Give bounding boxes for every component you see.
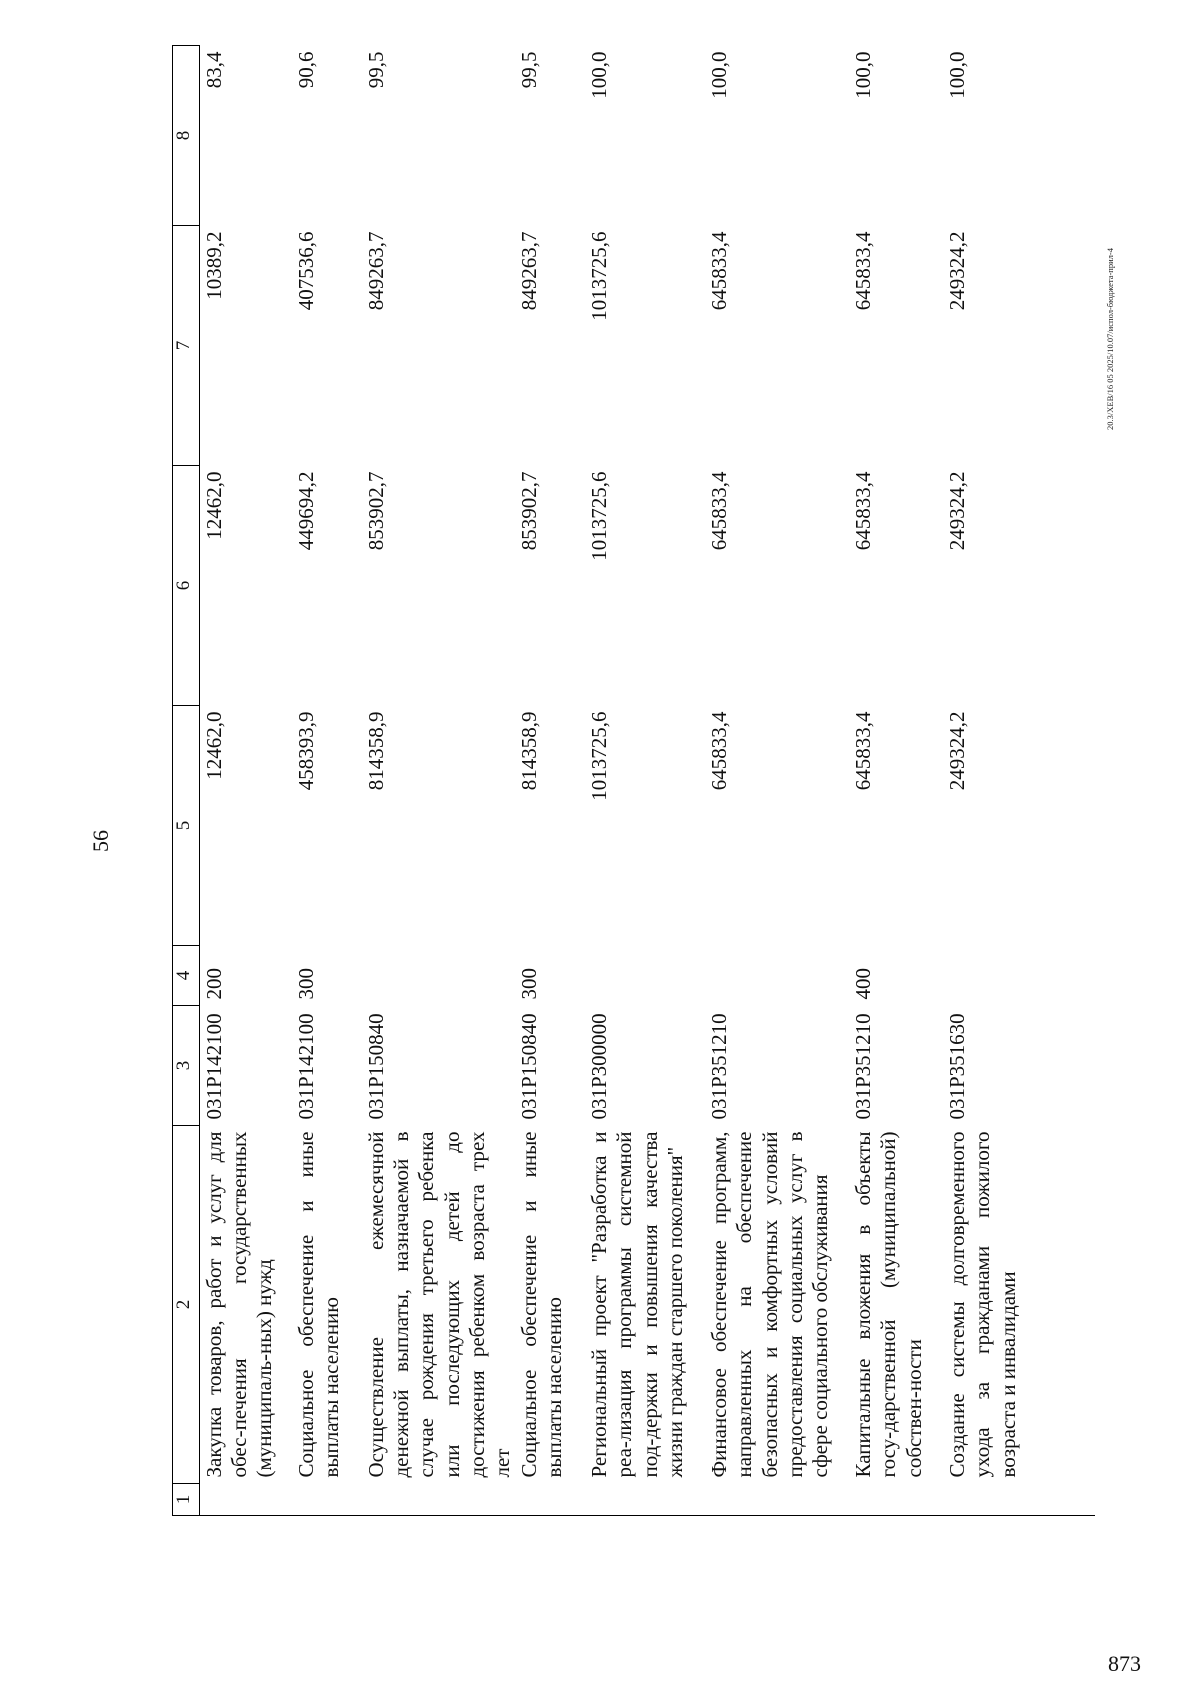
row-name-cell: Осуществление ежемесячной денежной выплаты, назначаемой в случае рождения третьего ребенка или последующих детей до достижения ребенком возраста трех лет (364, 1131, 514, 1478)
row-value-col6: 449694,2 (294, 471, 318, 551)
row-code-cell: 031Р150840 (517, 1013, 542, 1120)
row-number-cell (585, 1484, 705, 1516)
row-value-col5: 814358,9 (517, 711, 542, 791)
row-number-cell (849, 1484, 943, 1516)
row-value-col8: 100,0 (707, 51, 732, 99)
row-value-col6: 249324,2 (945, 471, 970, 551)
rotated-table-container (172, 46, 1188, 1516)
table-row (292, 46, 362, 1516)
row-code-cell: 031Р142100 (202, 1013, 226, 1120)
header-cell: 4 (173, 946, 200, 1006)
row-type-cell (705, 946, 849, 1006)
header-cell: 2 (173, 1126, 200, 1484)
row-value-col6: 12462,0 (202, 471, 226, 540)
table-row (585, 46, 705, 1516)
row-number-cell (200, 1484, 293, 1516)
row-value-col6: 853902,7 (364, 471, 388, 551)
header-cell: 8 (173, 46, 200, 226)
header-cell: 3 (173, 1006, 200, 1126)
row-code-cell: 031Р351210 (851, 1013, 876, 1120)
header-cell: 6 (173, 466, 200, 706)
table-row (849, 46, 943, 1516)
budget-table (172, 45, 1095, 1516)
table-row (362, 46, 515, 1516)
header-cell: 1 (173, 1484, 200, 1516)
row-value-col8: 90,6 (294, 51, 318, 89)
table-header-row (173, 46, 200, 1516)
row-value-col8: 99,5 (364, 51, 388, 89)
row-value-col5: 645833,4 (707, 711, 732, 791)
row-value-col7: 249324,2 (945, 231, 970, 311)
row-type-cell: 300 (294, 968, 318, 1000)
row-type-cell: 400 (851, 968, 876, 1000)
row-value-col7: 1013725,6 (587, 231, 612, 321)
row-type-cell (362, 946, 515, 1006)
row-value-col8: 99,5 (517, 51, 542, 89)
row-value-col5: 12462,0 (202, 711, 226, 780)
row-value-col8: 100,0 (851, 51, 876, 99)
row-name-cell: Социальное обеспечение и иные выплаты населению (294, 1131, 344, 1478)
row-number-cell (292, 1484, 362, 1516)
row-name-cell: Финансовое обеспечение программ, направленных на обеспечение безопасных и комфортных условий предоставления социальных услуг в сфере социального обслуживания (707, 1131, 832, 1478)
row-code-cell: 031Р300000 (587, 1013, 612, 1120)
table-row (200, 46, 293, 1516)
row-value-col6: 853902,7 (517, 471, 542, 551)
row-value-col7: 849263,7 (517, 231, 542, 311)
row-value-col6: 645833,4 (851, 471, 876, 551)
row-name-cell: Закупка товаров, работ и услуг для обес-печения государственных (муниципаль-ных) нужд (202, 1131, 277, 1478)
row-value-col8: 100,0 (587, 51, 612, 99)
row-value-col7: 645833,4 (707, 231, 732, 311)
row-code-cell: 031Р351630 (945, 1013, 970, 1120)
header-cell: 7 (173, 226, 200, 466)
row-value-col8: 100,0 (945, 51, 970, 99)
document-stamp: 20.3/ХЕВ/16 05 2025/10.07/испол-бюджета-прил-4 (1105, 248, 1115, 430)
row-value-col7: 645833,4 (851, 231, 876, 311)
row-value-col7: 849263,7 (364, 231, 388, 311)
row-value-col5: 1013725,6 (587, 711, 612, 801)
row-name-cell: Региональный проект "Разработка и реа-лизация программы системной под-держки и повышения качества жизни граждан старшего поколения" (587, 1131, 687, 1478)
row-code-cell: 031Р351210 (707, 1013, 732, 1120)
row-number-cell (943, 1484, 1095, 1516)
row-type-cell: 200 (202, 968, 226, 1000)
row-name-cell: Социальное обеспечение и иные выплаты населению (517, 1131, 567, 1478)
row-value-col8: 83,4 (202, 51, 226, 89)
row-value-col7: 10389,2 (202, 231, 226, 300)
row-name-cell: Создание системы долговременного ухода за гражданами пожилого возраста и инвалидами (945, 1131, 1020, 1478)
row-type-cell (943, 946, 1095, 1006)
row-value-col5: 645833,4 (851, 711, 876, 791)
row-number-cell (515, 1484, 585, 1516)
row-code-cell: 031Р150840 (364, 1013, 388, 1120)
row-type-cell: 300 (517, 968, 542, 1000)
table-row (943, 46, 1095, 1516)
row-type-cell (585, 946, 705, 1006)
row-name-cell: Капитальные вложения в объекты госу-дарственной (муниципальной) собствен-ности (851, 1131, 926, 1478)
row-value-col6: 1013725,6 (587, 471, 612, 561)
row-code-cell: 031Р142100 (294, 1013, 318, 1120)
row-value-col6: 645833,4 (707, 471, 732, 551)
table-row (515, 46, 585, 1516)
row-value-col5: 814358,9 (364, 711, 388, 791)
row-number-cell (705, 1484, 849, 1516)
header-cell: 5 (173, 706, 200, 946)
row-number-cell (362, 1484, 515, 1516)
row-value-col5: 249324,2 (945, 711, 970, 791)
page-number: 56 (88, 830, 113, 852)
row-value-col5: 458393,9 (294, 711, 318, 791)
row-value-col7: 407536,6 (294, 231, 318, 311)
table-row (705, 46, 849, 1516)
folio-number: 873 (1108, 1651, 1141, 1676)
